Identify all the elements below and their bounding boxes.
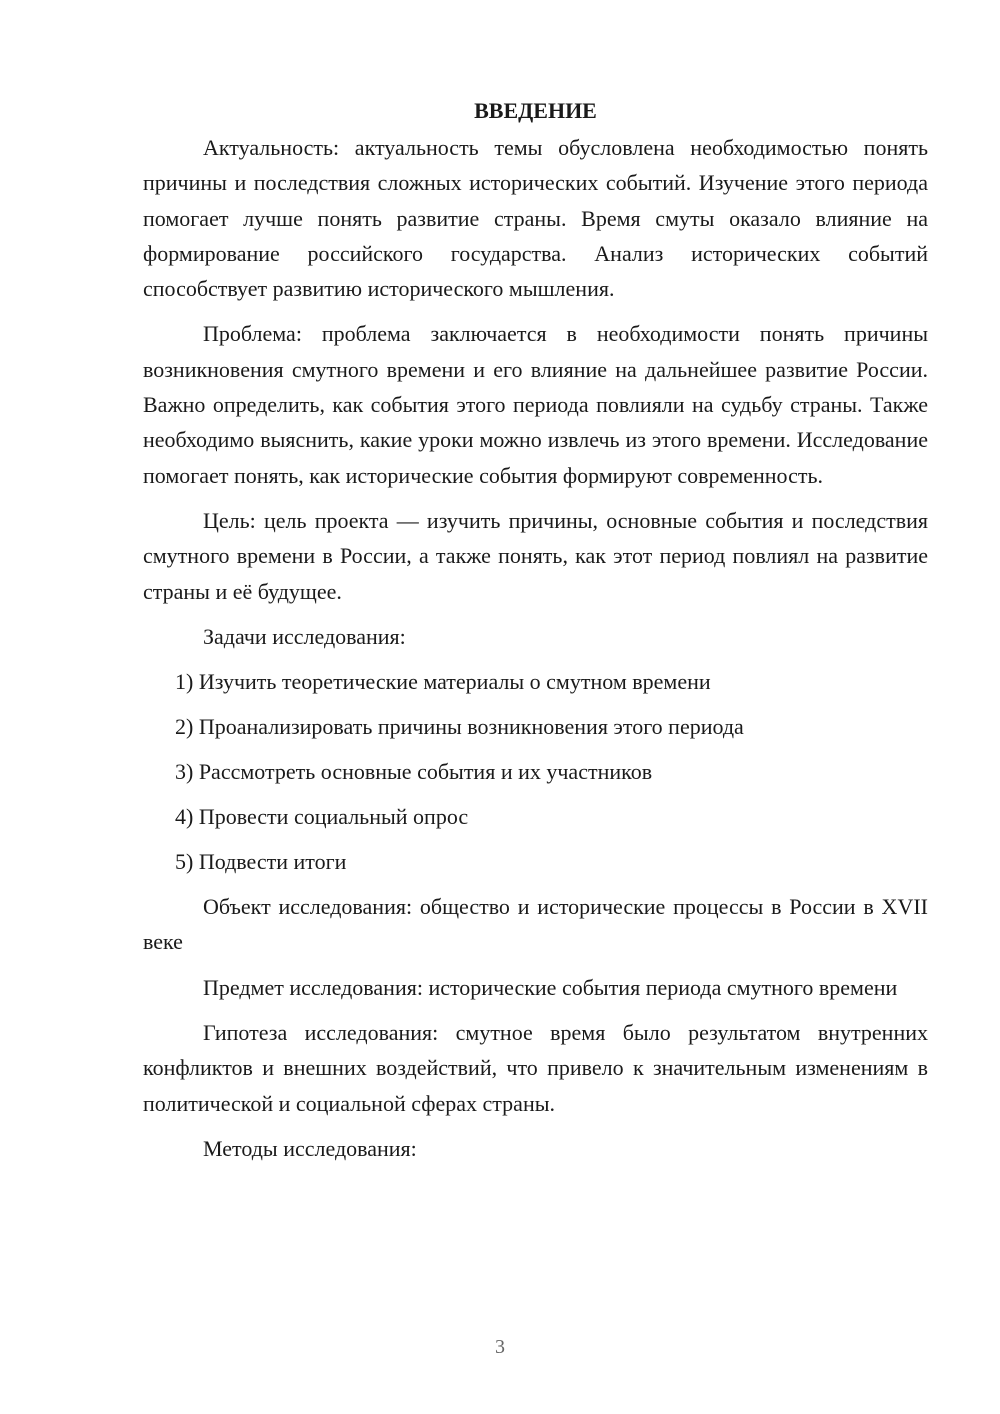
- paragraph-subject: Предмет исследования: исторические события периода смутного времени: [203, 974, 898, 1000]
- paragraph-goal: Цель: цель проекта — изучить причины, основные события и последствия смутного времени в России, а также понять, как этот период повлиял на развитие страны и её будущее.: [143, 507, 928, 604]
- tasks-list: [143, 664, 928, 879]
- paragraph-problem: Проблема: проблема заключается в необходимости понять причины возникновения смутного времени и его влияние на дальнейшее развитие России. Важно определить, как события этого периода повлияли на судьбу страны. Также необходимо выяснить, какие уроки можно извлечь из этого времени. Исследование помогает понять, как исторические события формируют современность.: [143, 321, 928, 488]
- paragraph-hypothesis: Гипотеза исследования: смутное время было результатом внутренних конфликтов и внешних воздействий, что привело к значительным изменениям в политической и социальной сферах страны.: [143, 1020, 928, 1116]
- list-item: 2) Проанализировать причины возникновения этого периода: [175, 714, 744, 740]
- list-item: 3) Рассмотреть основные события и их участников: [175, 759, 653, 785]
- document-page: [143, 96, 928, 1166]
- section-heading: ВВЕДЕНИЕ: [474, 98, 597, 123]
- methods-title: Методы исследования:: [203, 1135, 417, 1161]
- list-item: 1) Изучить теоретические материалы о смутном времени: [175, 669, 711, 695]
- tasks-title: Задачи исследования:: [203, 623, 406, 649]
- paragraph-object: Объект исследования: общество и исторические процессы в России в XVII веке: [143, 894, 928, 955]
- list-item: 4) Провести социальный опрос: [175, 804, 469, 830]
- page-number: 3: [495, 1336, 505, 1358]
- paragraph-relevance: Актуальность: актуальность темы обусловлена необходимостью понять причины и последствия сложных исторических событий. Изучение этого периода помогает лучше понять развитие страны. Время смуты оказало влияние на формирование российского государства. Анализ исторических событий способствует развитию исторического мышления.: [143, 135, 928, 302]
- list-item: 5) Подвести итоги: [175, 849, 347, 875]
